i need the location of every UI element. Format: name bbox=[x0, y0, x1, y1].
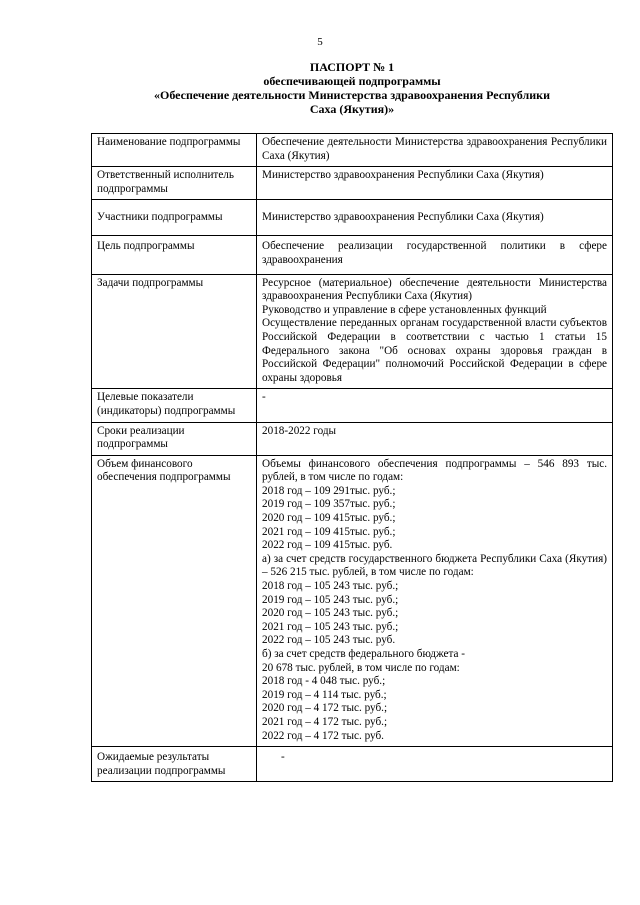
row-terms bbox=[92, 422, 613, 455]
row-goal-value: Обеспечение реализации государственной политики в сфере здравоохранения bbox=[257, 236, 613, 274]
regional-year-line: 2020 год – 105 243 тыс. руб.; bbox=[262, 607, 399, 620]
financing-year-line: 2021 год – 109 415тыс. руб.; bbox=[262, 525, 396, 538]
row-tasks-label: Задачи подпрограммы bbox=[92, 274, 257, 389]
federal-year-line: 2022 год – 4 172 тыс. руб. bbox=[262, 729, 384, 742]
row-tasks bbox=[92, 274, 613, 389]
row-participants-value: Министерство здравоохранения Республики Саха (Якутия) bbox=[257, 200, 613, 236]
row-participants-label: Участники подпрограммы bbox=[92, 200, 257, 236]
row-participants bbox=[92, 200, 613, 236]
row-name-value: Обеспечение деятельности Министерства здравоохранения Республики Саха (Якутия) bbox=[257, 134, 613, 167]
row-financing bbox=[92, 455, 613, 746]
subprogram-title-line1: «Обеспечение деятельности Министерства здравоохранения Республики bbox=[154, 88, 550, 102]
regional-year-line: 2022 год – 105 243 тыс. руб. bbox=[262, 634, 396, 647]
federal-year-line: 2019 год – 4 114 тыс. руб.; bbox=[262, 688, 387, 701]
row-terms-label: Сроки реализации подпрограммы bbox=[92, 422, 257, 455]
row-goal-label: Цель подпрограммы bbox=[92, 236, 257, 274]
federal-year-line: 2018 год - 4 048 тыс. руб.; bbox=[262, 675, 386, 688]
row-name-label: Наименование подпрограммы bbox=[92, 134, 257, 167]
task-item: Осуществление переданных органам государственной власти субъектов Российской Федерации в соответствии с частью 1 статьи 15 Федерального закона "Об основах охраны здоровья граждан в Российской Федерации" полномочий Российской Федерации в сфере охраны здоровья bbox=[262, 317, 607, 384]
regional-year-line: 2019 год – 105 243 тыс. руб.; bbox=[262, 593, 399, 606]
regional-year-line: 2021 год – 105 243 тыс. руб.; bbox=[262, 620, 399, 633]
page-number: 5 bbox=[317, 36, 323, 48]
row-name bbox=[92, 134, 613, 167]
passport-table bbox=[91, 133, 613, 782]
task-item: Ресурсное (материальное) обеспечение деятельности Министерства здравоохранения Республики Саха (Якутия) bbox=[262, 276, 607, 303]
financing-year-line: 2018 год – 109 291тыс. руб.; bbox=[262, 484, 396, 497]
subprogram-type: обеспечивающей подпрограммы bbox=[263, 74, 441, 88]
row-executor-label: Ответственный исполнитель подпрограммы bbox=[92, 167, 257, 200]
regional-budget-intro: а) за счет средств государственного бюджета Республики Саха (Якутия) – 526 215 тыс. рублей, в том числе по годам: bbox=[262, 552, 607, 579]
federal-budget-intro-2: 20 678 тыс. рублей, в том числе по годам: bbox=[262, 661, 460, 674]
federal-budget-intro: б) за счет средств федерального бюджета - bbox=[262, 648, 466, 660]
row-indicators bbox=[92, 389, 613, 422]
document-heading bbox=[90, 60, 614, 116]
row-executor-value: Министерство здравоохранения Республики Саха (Якутия) bbox=[257, 167, 613, 200]
row-terms-value: 2018-2022 годы bbox=[257, 422, 613, 455]
row-tasks-value bbox=[257, 274, 613, 389]
row-executor bbox=[92, 167, 613, 200]
passport-title: ПАСПОРТ № 1 bbox=[309, 60, 395, 74]
row-results-label: Ожидаемые результаты реализации подпрограммы bbox=[92, 747, 257, 782]
financing-intro: Объемы финансового обеспечения подпрограммы – 546 893 тыс. рублей, в том числе по годам: bbox=[262, 457, 607, 484]
financing-year-line: 2020 год – 109 415тыс. руб.; bbox=[262, 512, 396, 525]
row-indicators-label: Целевые показатели (индикаторы) подпрограммы bbox=[92, 389, 257, 422]
row-financing-value bbox=[257, 455, 613, 746]
federal-year-line: 2020 год – 4 172 тыс. руб.; bbox=[262, 702, 388, 715]
task-item: Руководство и управление в сфере установленных функций bbox=[262, 303, 547, 316]
row-results bbox=[92, 747, 613, 782]
subprogram-title-line2: Саха (Якутия)» bbox=[309, 102, 395, 116]
row-goal bbox=[92, 236, 613, 274]
row-indicators-value: - bbox=[257, 389, 613, 422]
financing-year-line: 2022 год – 109 415тыс. руб. bbox=[262, 539, 393, 552]
regional-year-line: 2018 год – 105 243 тыс. руб.; bbox=[262, 580, 399, 593]
row-financing-label: Объем финансового обеспечения подпрограммы bbox=[92, 455, 257, 746]
row-results-value: - bbox=[257, 747, 613, 782]
federal-year-line: 2021 год – 4 172 тыс. руб.; bbox=[262, 715, 388, 728]
financing-year-line: 2019 год – 109 357тыс. руб.; bbox=[262, 498, 396, 511]
